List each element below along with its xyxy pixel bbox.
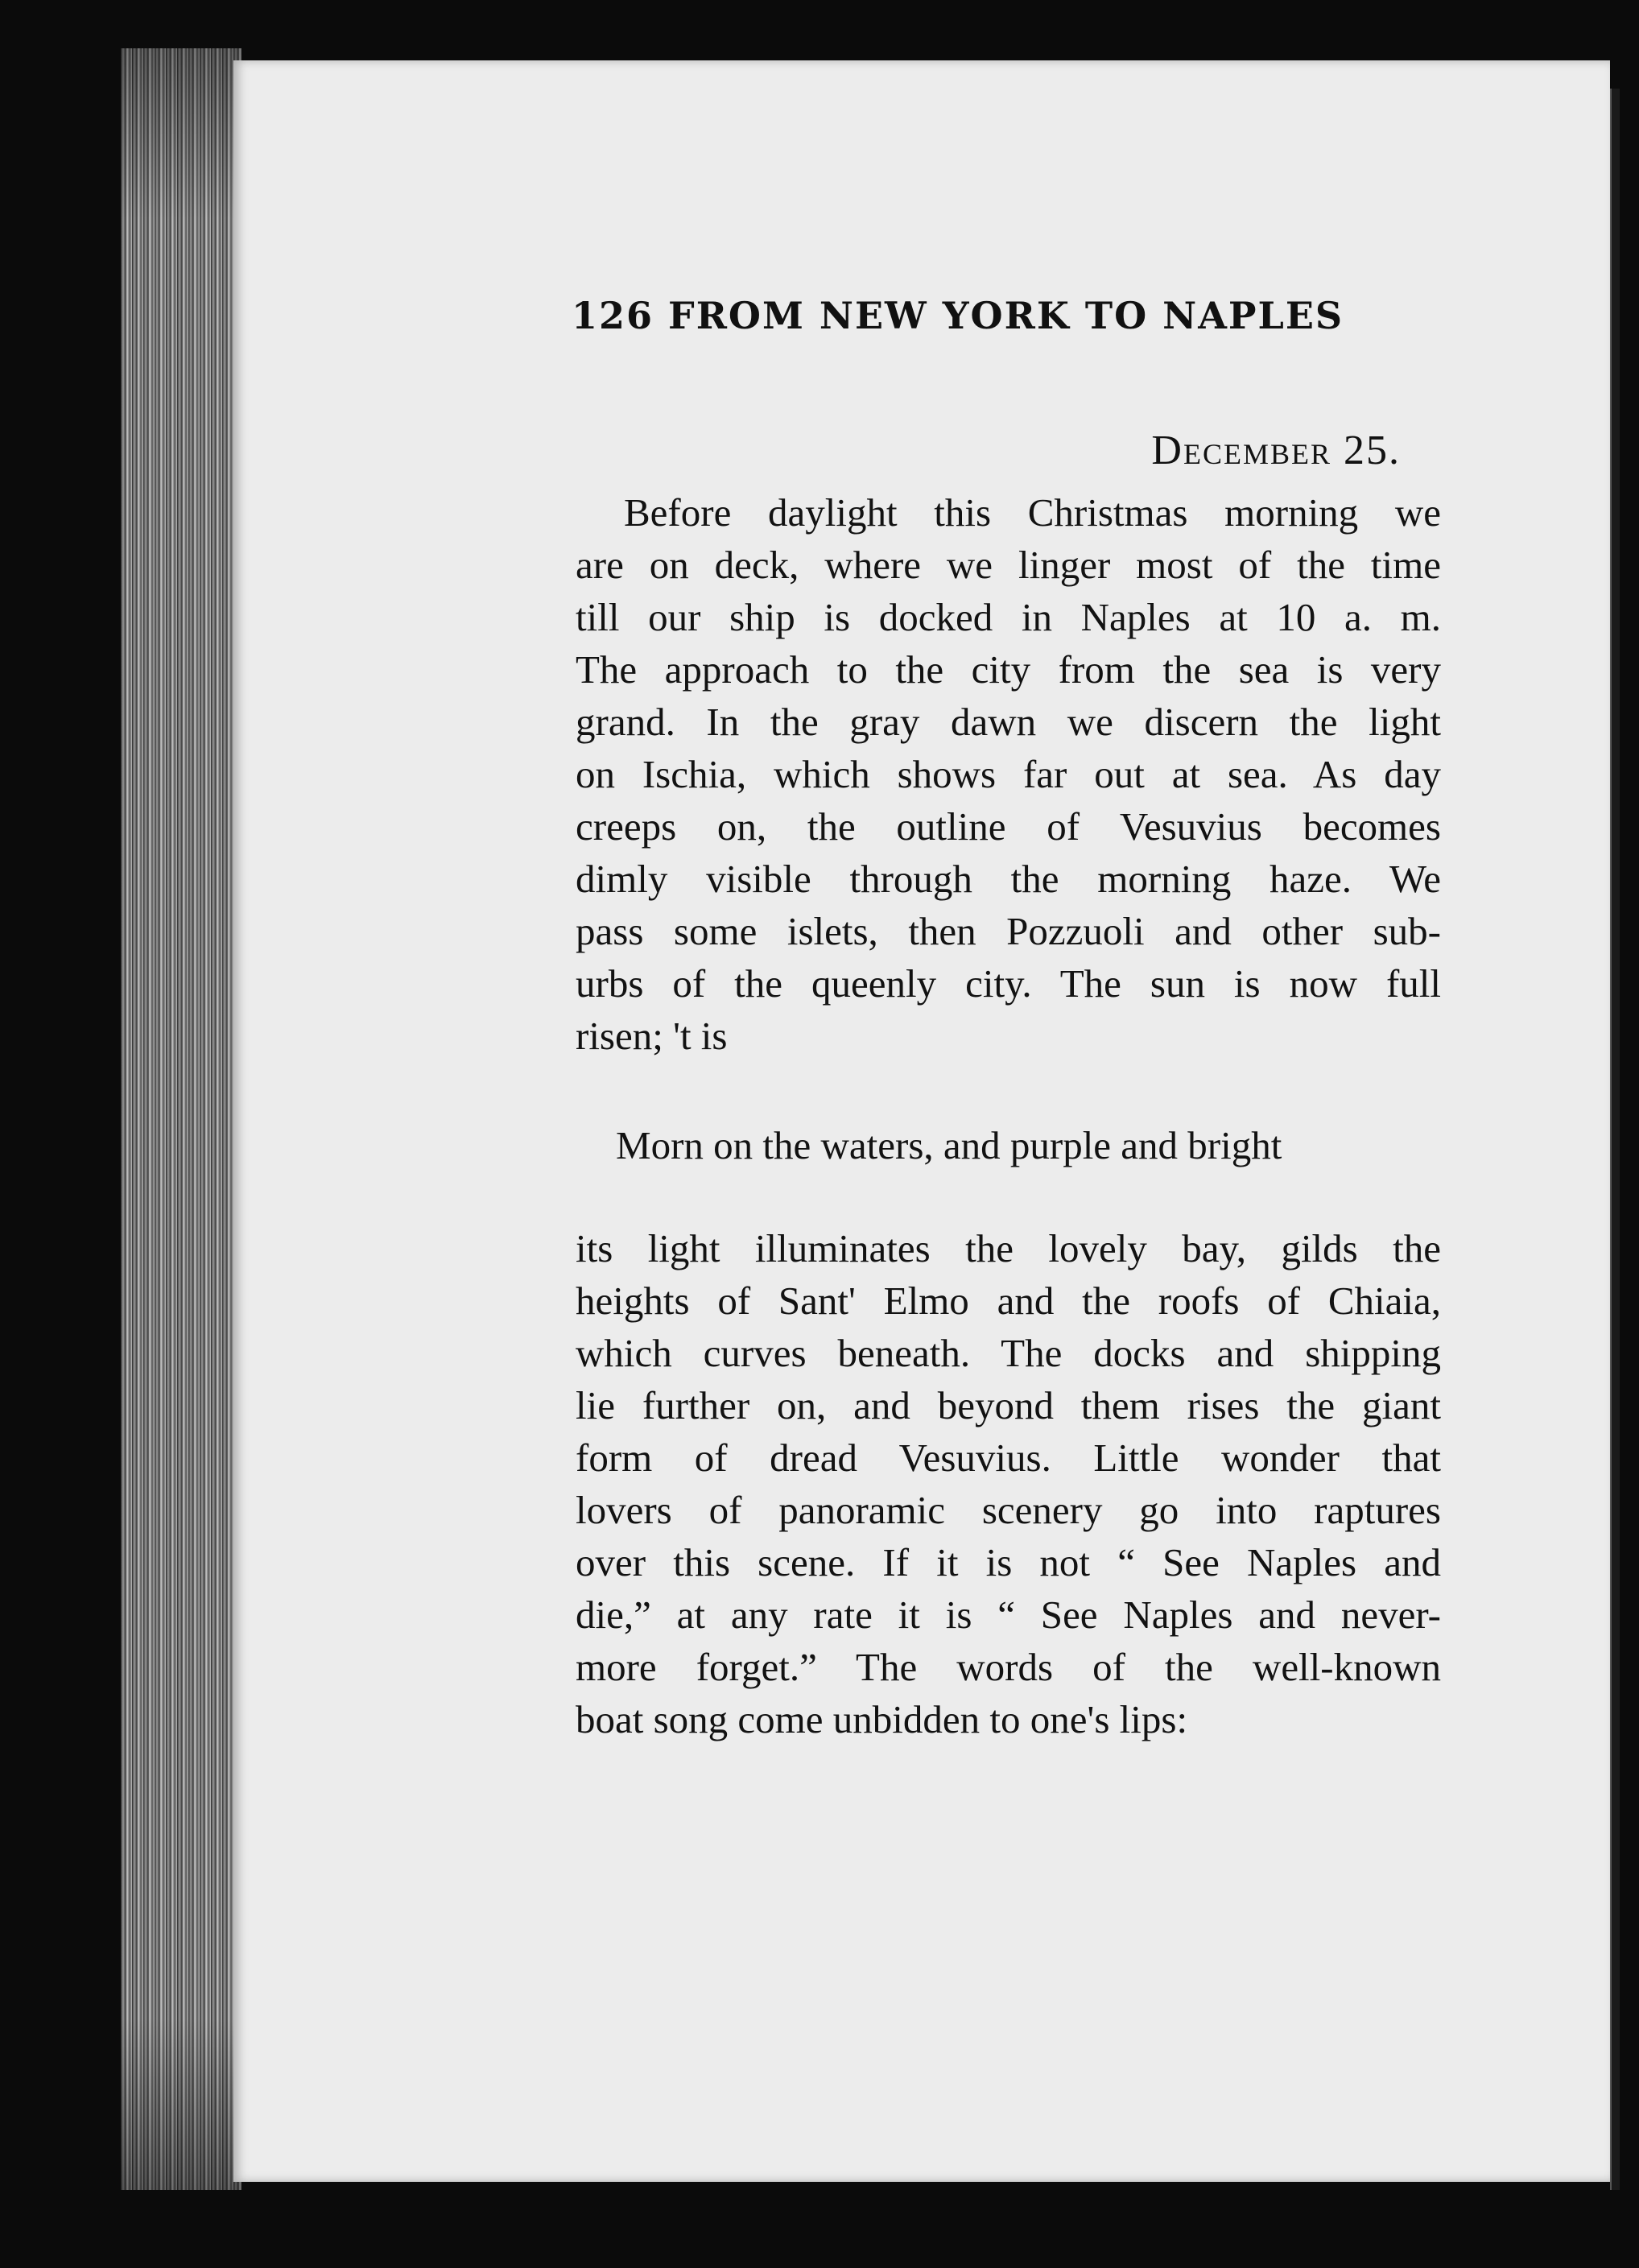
poem-quote: Morn on the waters, and purple and bright	[616, 1123, 1282, 1167]
paragraph-2	[576, 1222, 1441, 1745]
text-line: are on deck, where we linger most of the time	[576, 543, 1441, 587]
text-line: more forget.” The words of the well-known	[576, 1645, 1441, 1689]
paragraph-1	[576, 486, 1441, 1062]
text-line: Before daylight this Christmas morning we	[624, 490, 1441, 535]
page-right-edge	[1610, 89, 1620, 2190]
text-line: risen; 't is	[576, 1014, 728, 1058]
text-line: heights of Sant' Elmo and the roofs of Chiaia,	[576, 1279, 1441, 1323]
text-line: on Ischia, which shows far out at sea. As day	[576, 752, 1441, 796]
text-line: lie further on, and beyond them rises the giant	[576, 1383, 1441, 1427]
running-title: FROM NEW YORK TO NAPLES	[668, 294, 1344, 337]
text-line: The approach to the city from the sea is very	[576, 647, 1441, 692]
text-line: creeps on, the outline of Vesuvius becomes	[576, 804, 1441, 849]
stacked-page-edges	[121, 48, 242, 2190]
text-line: lovers of panoramic scenery go into raptures	[576, 1488, 1441, 1532]
text-line: form of dread Vesuvius. Little wonder that	[576, 1436, 1441, 1480]
text-line: over this scene. If it is not “ See Naples and	[576, 1540, 1441, 1584]
text-line: dimly visible through the morning haze. We	[576, 857, 1441, 901]
text-line: grand. In the gray dawn we discern the light	[576, 700, 1441, 744]
text-line: die,” at any rate it is “ See Naples and never-	[576, 1593, 1441, 1637]
date-heading: December 25.	[1151, 428, 1401, 473]
text-line: boat song come unbidden to one's lips:	[576, 1697, 1188, 1741]
text-line: its light illuminates the lovely bay, gilds the	[576, 1226, 1441, 1270]
page-number: 126	[572, 294, 654, 337]
running-header	[572, 294, 1377, 337]
text-line: which curves beneath. The docks and shipping	[576, 1331, 1441, 1375]
text-line: till our ship is docked in Naples at 10 a. m.	[576, 595, 1441, 639]
text-line: pass some islets, then Pozzuoli and other sub-	[576, 909, 1441, 953]
text-line: urbs of the queenly city. The sun is now full	[576, 961, 1441, 1006]
